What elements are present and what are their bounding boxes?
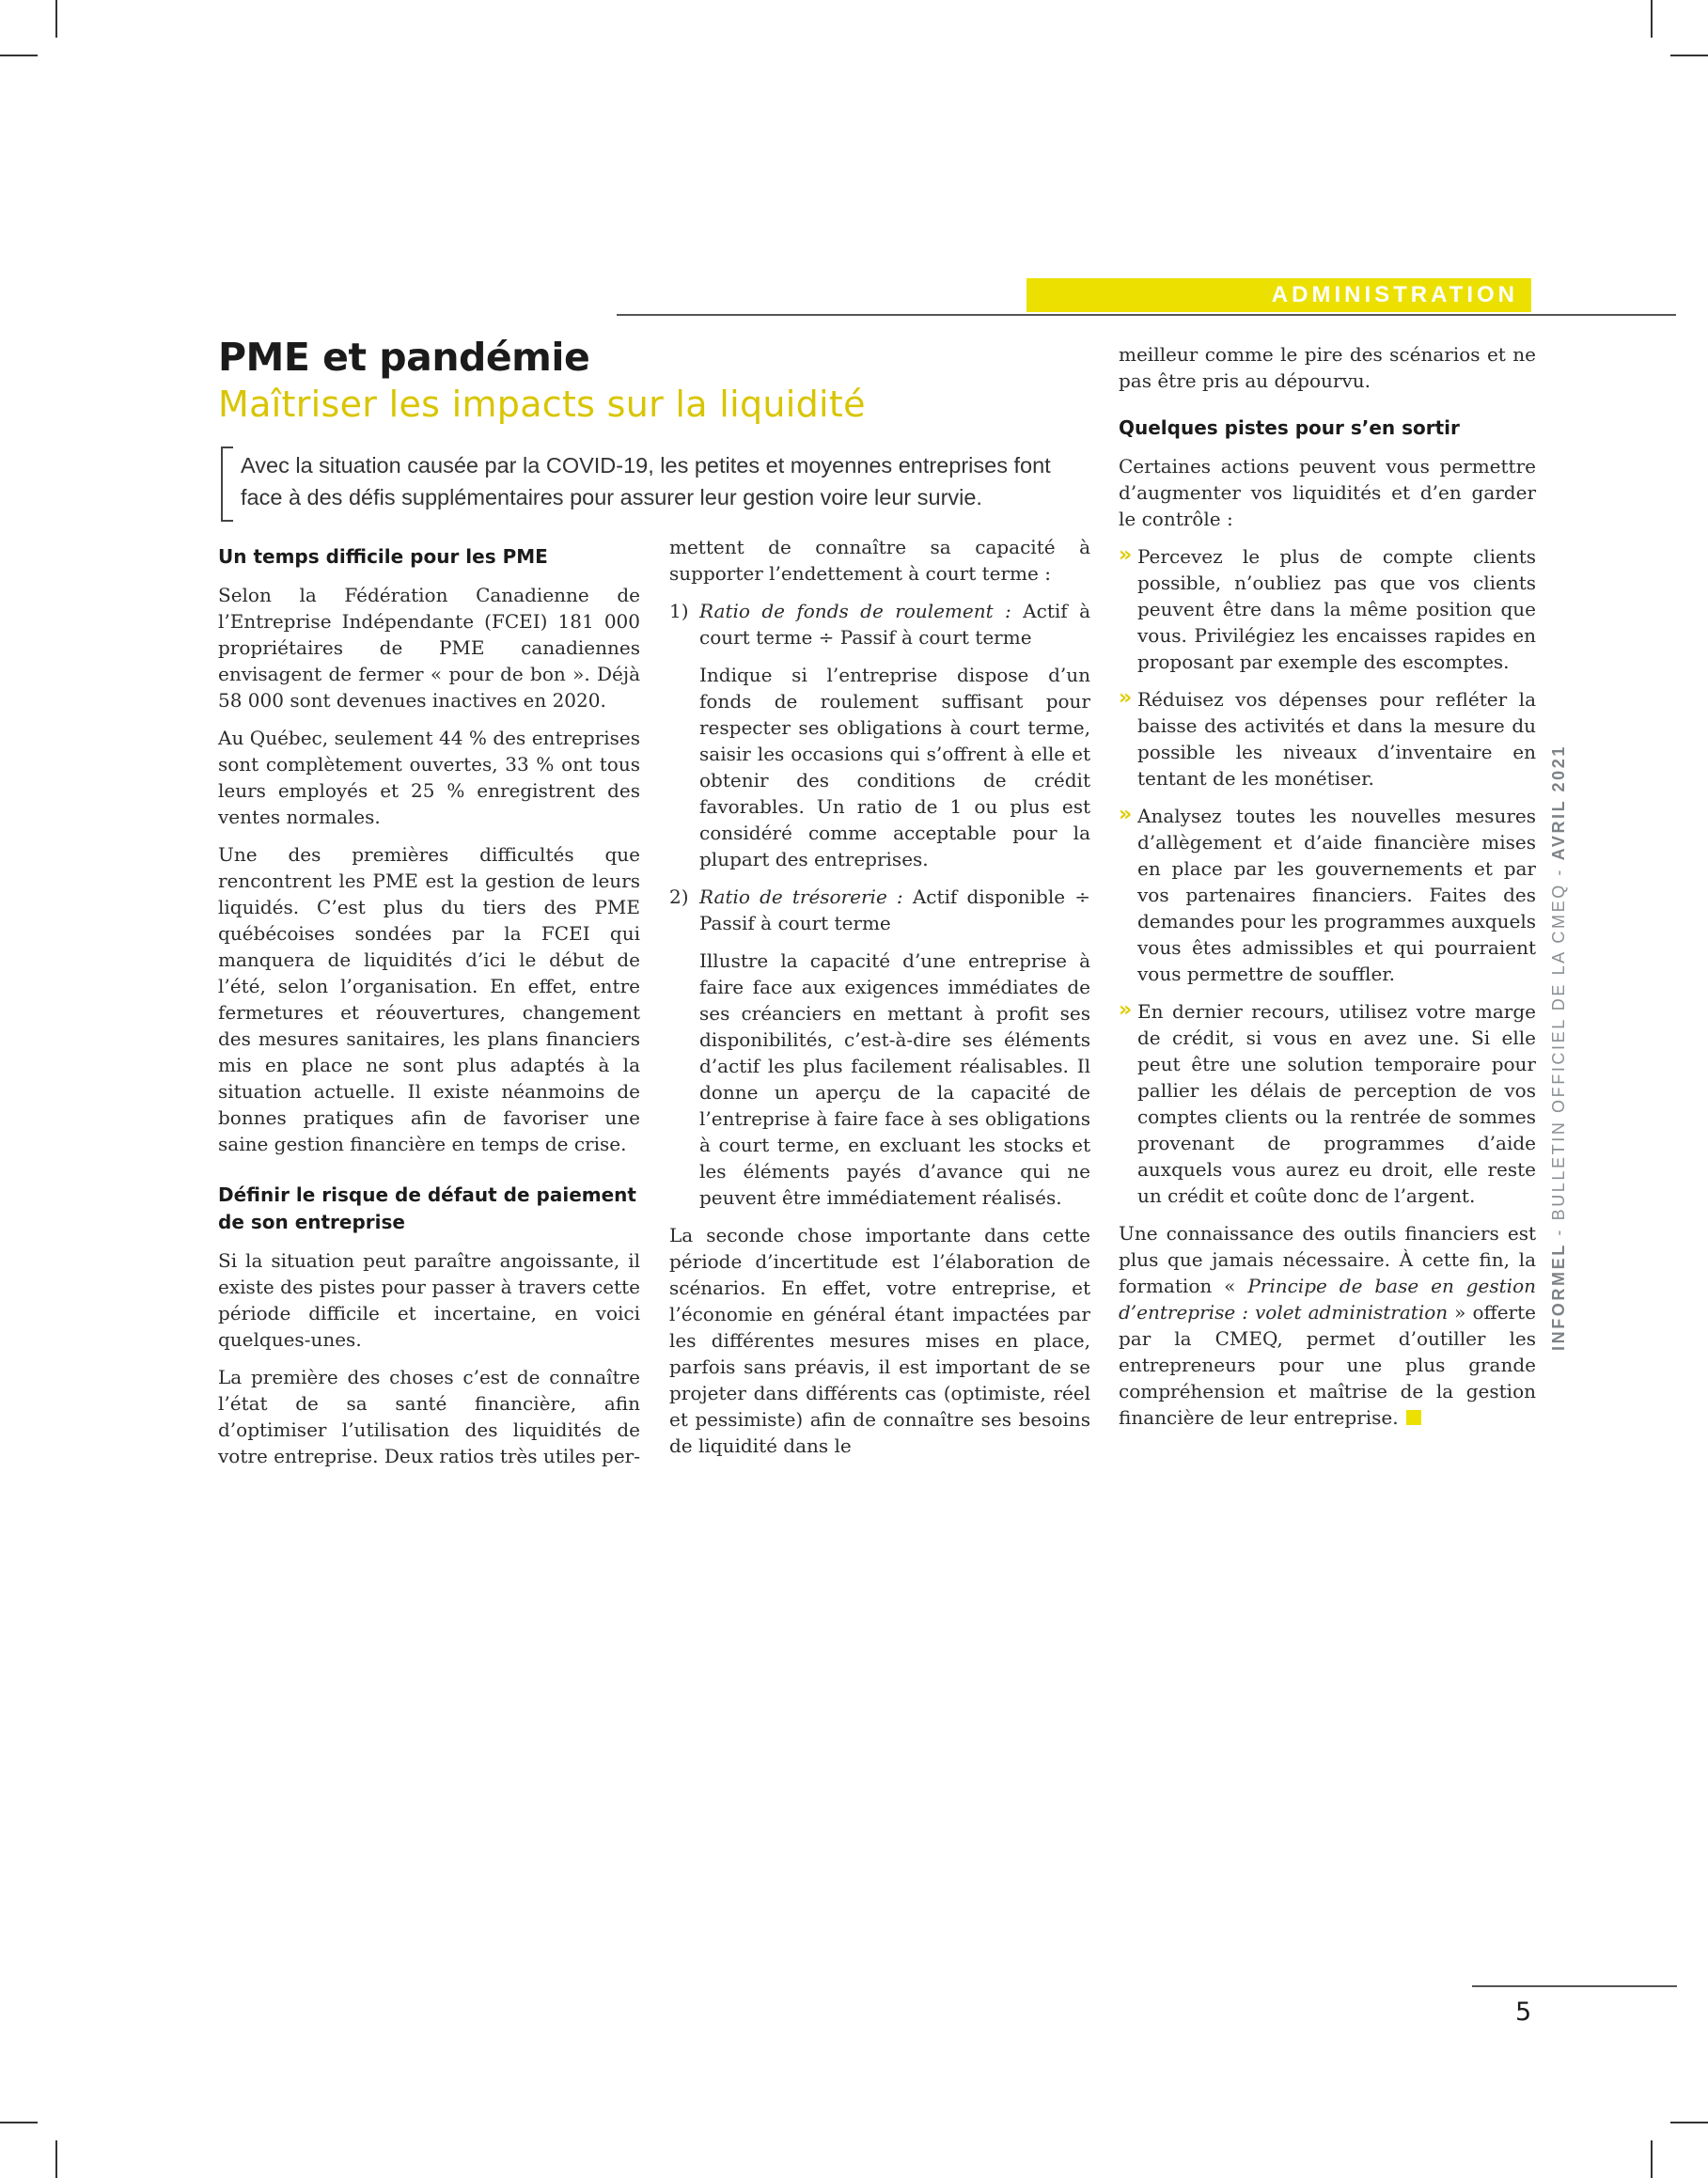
paragraph: Au Québec, seulement 44 % des entreprises sont complètement ouvertes, 33 % ont tous leurs employés et 25 % enregistrent des ventes normales. bbox=[218, 727, 640, 828]
crop-mark bbox=[1670, 55, 1708, 56]
list-item-text: En dernier recours, utilisez votre marge de crédit, si vous en avez une. Si elle peut être une solution temporaire pour pallier les délais de perception de vos comptes clients ou la rentrée de sommes provenant de programmes d’aide auxquels vous aurez eu droit, elle reste un crédit et coûte donc de l’argent. bbox=[1137, 1000, 1536, 1207]
ratio-item bbox=[669, 884, 1090, 936]
ratio-formula-text: Actif disponible ÷ Passif à court terme bbox=[699, 885, 1091, 934]
crop-mark bbox=[1651, 2140, 1653, 2178]
list-item-text: Percevez le plus de compte clients possible, n’oubliez pas que vos clients peuvent être dans la même position que vous. Privilégiez les encaisses rapides en proposant par exemple des escomptes. bbox=[1137, 545, 1536, 673]
chevron-bullet-icon: » bbox=[1119, 543, 1133, 567]
sidebar-separator: - bbox=[1549, 860, 1568, 884]
column-2 bbox=[669, 534, 1090, 1470]
crop-mark bbox=[1651, 0, 1653, 38]
course-title: Principe de base en gestion d’entreprise : volet administration bbox=[1119, 1275, 1537, 1324]
chevron-bullet-icon: » bbox=[1119, 803, 1133, 826]
ratio-description: Illustre la capacité d’une entreprise à faire face aux exigences immédiates de ses créanciers en mettant à profit ses disponibilités, c’est-à-dire ses éléments d’actif les plus facilement réalisables. Il donne un aperçu de la capacité de l’entreprise à faire face à ses obligations à court terme, en excluant les stocks et les éléments payés d’avance qui ne peuvent être immédiatement réalisés. bbox=[699, 949, 1090, 1209]
ratio-item bbox=[669, 598, 1090, 650]
ratio-title: Ratio de trésorerie : bbox=[699, 885, 903, 908]
ratio-number: 1) bbox=[669, 600, 689, 622]
page-number: 5 bbox=[1515, 1998, 1532, 2027]
list-item bbox=[1119, 686, 1536, 791]
header-rule bbox=[617, 314, 1676, 316]
closing-text: Une connaissance des outils financiers est plus que jamais nécessaire. À cette fin, la formation « bbox=[1119, 1222, 1536, 1297]
column-1 bbox=[218, 543, 640, 1481]
lead-bracket bbox=[221, 447, 233, 522]
crop-mark bbox=[1670, 2122, 1708, 2123]
paragraph: Selon la Fédération Canadienne de l’Entreprise Indépendante (FCEI) 181 000 propriétaires de PME canadiennes envisagent de fermer « pour de bon ». Déjà 58 000 sont devenues inactives en 2020. bbox=[218, 584, 640, 712]
closing-paragraph bbox=[1119, 1220, 1536, 1431]
lead-paragraph: Avec la situation causée par la COVID-19, les petites et moyennes entreprises font face à des défis supplémentaires pour assurer leur gestion voire leur survie. bbox=[241, 453, 1051, 509]
list-item-text: Réduisez vos dépenses pour refléter la baisse des activités et dans la mesure du possible les niveaux d’inventaire en tentant de les monétiser. bbox=[1137, 688, 1536, 790]
ratio-formula-text: Actif à court terme ÷ Passif à court terme bbox=[699, 600, 1090, 649]
crop-mark bbox=[0, 55, 38, 56]
paragraph: mettent de connaître sa capacité à supporter l’endettement à court terme : bbox=[669, 536, 1090, 585]
chevron-bullet-icon: » bbox=[1119, 998, 1133, 1022]
paragraph: Certaines actions peuvent vous permettre d’augmenter vos liquidités et d’en garder le contrôle : bbox=[1119, 455, 1536, 530]
list-item-text: Analysez toutes les nouvelles mesures d’allègement et d’aide financière mises en place par les gouvernements et par vos partenaires financiers. Faites des demandes pour les programmes auxquels vous êtes admissibles et qui pourraient vous permettre de souffler. bbox=[1137, 805, 1536, 985]
ratio-formula bbox=[699, 884, 1090, 936]
sidebar-text bbox=[1549, 744, 1569, 1351]
section-heading: Quelques pistes pour s’en sortir bbox=[1119, 416, 1460, 439]
section-heading: Un temps difficile pour les PME bbox=[218, 545, 548, 568]
column-3 bbox=[1119, 341, 1536, 1442]
list-item bbox=[1119, 543, 1536, 675]
paragraph: Une des premières difficultés que rencontrent les PME est la gestion de leurs liquidés. C’est plus du tiers des PME québécoises sondées par la FCEI qui manquera de liquidités d’ici le début de l’été, selon l’organisation. En effet, entre fermetures et réouvertures, changement des mesures sanitaires, les plans financiers mis en place ne sont plus adaptés à la situation actuelle. Il existe néanmoins de bonnes pratiques afin de favoriser une saine gestion financière en temps de crise. bbox=[218, 843, 640, 1155]
list-item bbox=[1119, 803, 1536, 987]
paragraph: meilleur comme le pire des scénarios et ne pas être pris au dépourvu. bbox=[1119, 343, 1536, 392]
crop-mark bbox=[0, 2122, 38, 2123]
sidebar-issue: AVRIL 2021 bbox=[1549, 744, 1568, 861]
end-mark-icon bbox=[1406, 1410, 1421, 1425]
article-title: PME et pandémie bbox=[218, 335, 590, 380]
paragraph: Si la situation peut paraître angoissante, il existe des pistes pour passer à travers cette période difficile et incertaine, en voici quelques-unes. bbox=[218, 1249, 640, 1351]
footer-rule bbox=[1472, 1985, 1677, 1987]
paragraph: La seconde chose importante dans cette période d’incertitude est l’élaboration de scénarios. En effet, votre entreprise, et l’économie en général étant impactées par les différentes mesures mises en place, parfois sans préavis, il est important de se projeter dans différents cas (optimiste, réel et pessimiste) afin de connaître ses besoins de liquidité dans le bbox=[669, 1224, 1090, 1457]
chevron-bullet-icon: » bbox=[1119, 686, 1133, 710]
crop-mark bbox=[55, 0, 57, 38]
ratio-title: Ratio de fonds de roulement : bbox=[699, 600, 1011, 622]
ratio-number: 2) bbox=[669, 885, 689, 908]
sidebar-publication: BULLETIN OFFICIEL DE LA CMEQ bbox=[1549, 883, 1568, 1221]
paragraph: La première des choses c’est de connaître l’état de sa santé financière, afin d’optimiser l’utilisation des liquidités de votre entreprise. Deux ratios très utiles per- bbox=[218, 1366, 641, 1467]
ratio-description: Indique si l’entreprise dispose d’un fonds de roulement suffisant pour respecter ses obligations à court terme, saisir les occasions qui s’offrent à elle et obtenir des conditions de crédit favorables. Un ratio de 1 ou plus est considéré comme acceptable pour la plupart des entreprises. bbox=[699, 664, 1090, 870]
crop-mark bbox=[55, 2140, 57, 2178]
section-banner bbox=[1026, 278, 1531, 312]
section-heading: Définir le risque de défaut de paiement de son entreprise bbox=[218, 1183, 636, 1233]
article-subtitle: Maîtriser les impacts sur la liquidité bbox=[218, 384, 866, 425]
list-item bbox=[1119, 998, 1536, 1209]
sidebar-brand: INFORMEL bbox=[1549, 1243, 1568, 1351]
section-label: ADMINISTRATION bbox=[1271, 282, 1518, 307]
ratio-formula bbox=[699, 598, 1090, 650]
sidebar-separator: - bbox=[1549, 1220, 1568, 1244]
closing-text: » offerte par la CMEQ, permet d’outiller les entrepreneurs pour une plus grande compréhension et maîtrise de la gestion financière de leur entreprise. bbox=[1119, 1301, 1536, 1429]
